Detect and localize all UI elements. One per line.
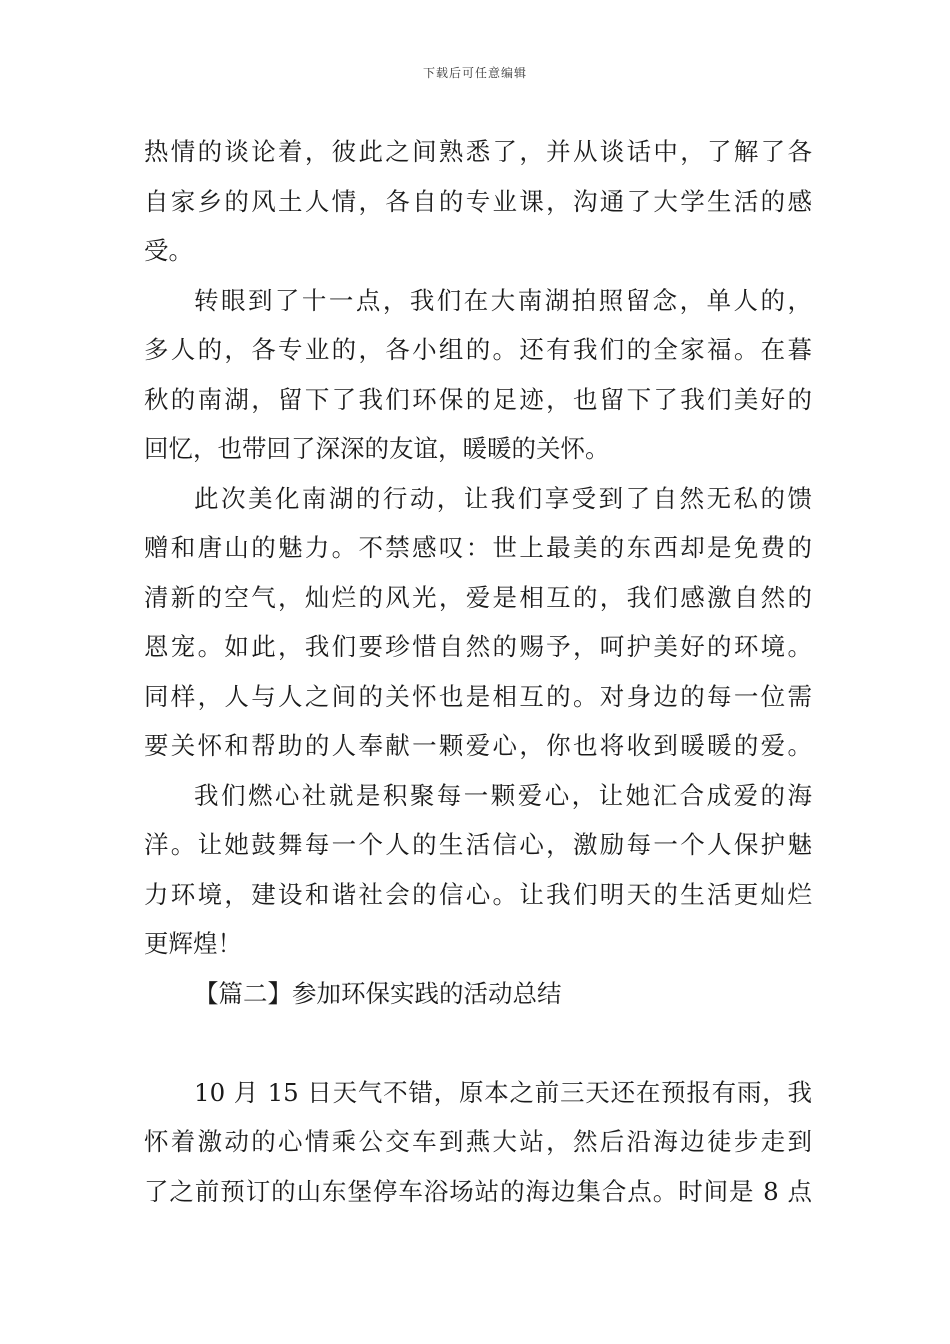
text-line: 多人的，各专业的，各小组的。还有我们的全家福。在暮 [144,335,812,364]
text-line: 赠和唐山的魅力。不禁感叹：世上最美的东西却是免费的 [144,533,812,562]
document-body [144,127,812,1216]
text-line: 热情的谈论着，彼此之间熟悉了，并从谈话中，了解了各 [144,137,812,166]
text-line: 10 月 15 日天气不错，原本之前三天还在预报有雨，我 [194,1077,812,1107]
text-line: 我们燃心社就是积聚每一颗爱心，让她汇合成爱的海 [194,780,812,810]
text-line: 此次美化南湖的行动，让我们享受到了自然无私的馈 [194,483,812,513]
blank-line [144,1018,812,1068]
text-line: 同样，人与人之间的关怀也是相互的。对身边的每一位需 [144,681,812,711]
text-line: 恩宠。如此，我们要珍惜自然的赐予，呵护美好的环境。 [144,632,812,661]
section-title: 【篇二】参加环保实践的活动总结 [194,978,562,1008]
text-line: 了之前预订的山东堡停车浴场站的海边集合点。时间是 8 点 [144,1176,812,1206]
text-line: 力环境，建设和谐社会的信心。让我们明天的生活更灿烂 [144,879,812,909]
text-line: 回忆，也带回了深深的友谊，暖暖的关怀。 [144,434,610,463]
text-line: 受。 [144,236,193,265]
text-line: 清新的空气，灿烂的风光，爱是相互的，我们感激自然的 [144,582,812,612]
text-line: 更辉煌！ [144,929,242,958]
text-line: 怀着激动的心情乘公交车到燕大站，然后沿海边徒步走到 [144,1127,812,1156]
text-line: 洋。让她鼓舞每一个人的生活信心，激励每一个人保护魅 [144,830,812,859]
page-header: 下载后可任意编辑 [422,66,527,80]
text-line: 要关怀和帮助的人奉献一颗爱心，你也将收到暖暖的爱。 [144,731,812,760]
text-line: 转眼到了十一点，我们在大南湖拍照留念，单人的， [194,285,812,315]
text-line: 自家乡的风土人情，各自的专业课，沟通了大学生活的感 [144,186,812,216]
text-line: 秋的南湖，留下了我们环保的足迹，也留下了我们美好的 [144,384,812,414]
